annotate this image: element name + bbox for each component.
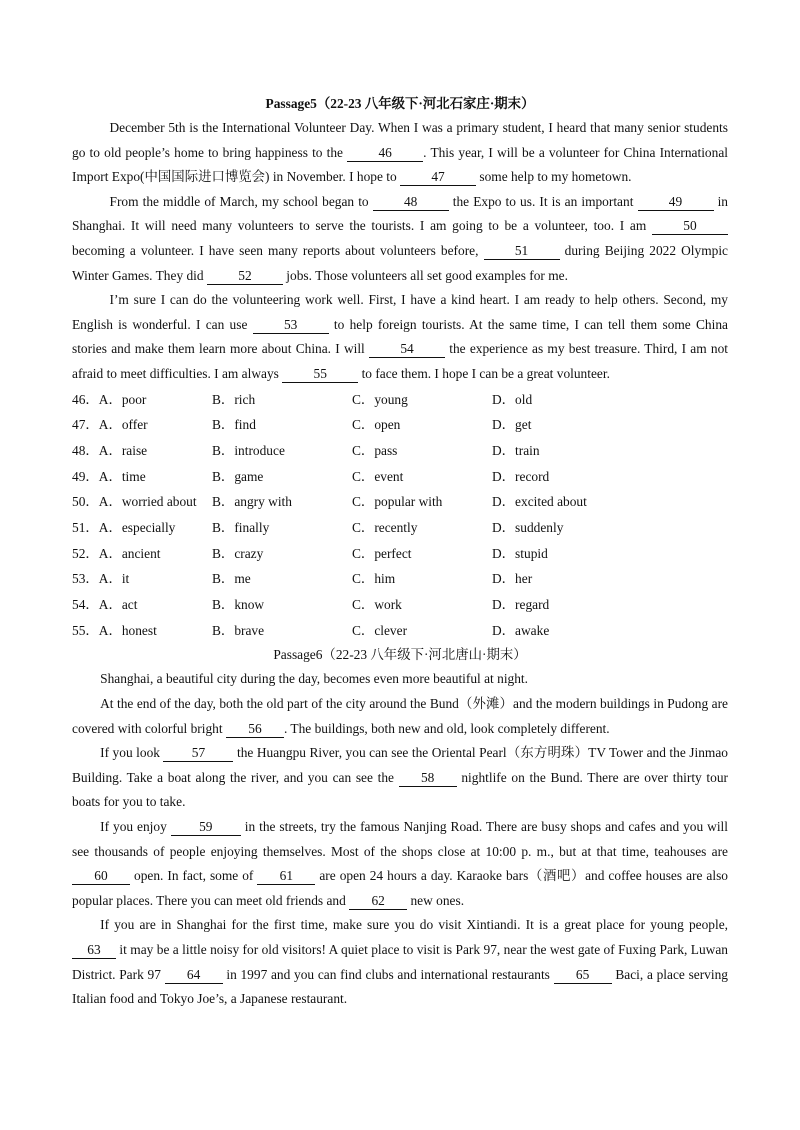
passage6-paragraph-3: If you look 57 the Huangpu River, you can see the Oriental Pearl（东方明珠）TV Tower and the Jinmao Building. Take a boat along the river, and you can see the 58 nightlife on the Bund. There are over thirty tour boats for you to take. [72, 745, 728, 810]
passage6-paragraph-5: If you are in Shanghai for the first time, make sure you do visit Xintiandi. It is a great place for young people, 63 it may be a little noisy for old visitors! A quiet place to visit is Park 97, near the west gate of Fuxing Park, Luwan District. Park 97 64 in 1997 and you can find clubs and international restaurants 65 Baci, a place serving Italian food and Tokyo Joe’s, a Japanese restaurant. [72, 917, 728, 1007]
blank-54[interactable]: 54 [369, 341, 445, 358]
option-row: 48．A．raise B．introduce C．pass D．train [72, 442, 540, 458]
option-row: 47．A．offer B．find C．open D．get [72, 417, 532, 433]
blank-63[interactable]: 63 [72, 942, 116, 959]
blank-62[interactable]: 62 [349, 893, 407, 910]
blank-50[interactable]: 50 [652, 218, 728, 235]
blank-60[interactable]: 60 [72, 868, 130, 885]
option-row: 46．A．poor B．rich C．young D．old [72, 391, 533, 407]
blank-55[interactable]: 55 [282, 366, 358, 383]
passage6-title: Passage6（22-23 八年级下·河北唐山·期末） [273, 647, 527, 663]
blank-46[interactable]: 46 [347, 145, 423, 162]
passage6-paragraph-2: At the end of the day, both the old part of the city around the Bund（外滩）and the modern buildings in Pudong are covered with colorful bright 56 . The buildings, both new and old, look completely different. [72, 696, 728, 736]
exam-page [72, 92, 728, 1012]
option-row: 54．A．act B．know C．work D．regard [72, 597, 550, 613]
blank-56[interactable]: 56 [226, 721, 284, 738]
blank-51[interactable]: 51 [484, 243, 560, 260]
passage5-paragraph-3: I’m sure I can do the volunteering work well. First, I have a kind heart. I am ready to help others. Second, my English is wonderful. I can use 53 to help foreign tourists. At the same time, I can tell them some China stories and make them learn more about China. I will 54 the experience as my best treasure. Third, I am not afraid to meet difficulties. I am always 55 to face them. I hope I can be a great volunteer. [72, 292, 728, 381]
passage5-title: Passage5（22-23 八年级下·河北石家庄·期末） [265, 96, 535, 111]
option-row: 50．A．worried about B．angry with C．popular with D．excited about [72, 494, 587, 510]
blank-53[interactable]: 53 [253, 317, 329, 334]
passage6-paragraph-4: If you enjoy 59 in the streets, try the famous Nanjing Road. There are busy shops and cafes and you will see thousands of people enjoying themselves. Most of the shops close at 10:00 p. m., but at that time, teahouses are 60 open. In fact, some of 61 are open 24 hours a day. Karaoke bars（酒吧）and coffee houses are also popular places. There you can meet old friends and 62 new ones. [72, 818, 728, 908]
option-row: 49．A．time B．game C．event D．record [72, 468, 550, 484]
blank-59[interactable]: 59 [171, 819, 241, 836]
blank-47[interactable]: 47 [400, 169, 476, 186]
passage6-paragraph-1: Shanghai, a beautiful city during the day, becomes even more beautiful at night. [100, 671, 528, 687]
blank-52[interactable]: 52 [207, 268, 283, 285]
blank-57[interactable]: 57 [163, 745, 233, 762]
passage5-paragraph-2: From the middle of March, my school began to 48 the Expo to us. It is an important 49 in Shanghai. It will need many volunteers to serve the tourists. I am going to be a volunteer, too. I am 50 becoming a volunteer. I have seen many reports about volunteers before, 51 during Beijing 2022 Olympic Winter Games. They did 52 jobs. Those volunteers all set good examples for me. [72, 193, 728, 283]
passage5-options [72, 387, 728, 644]
blank-61[interactable]: 61 [257, 868, 315, 885]
blank-49[interactable]: 49 [638, 194, 714, 211]
blank-65[interactable]: 65 [554, 967, 612, 984]
blank-64[interactable]: 64 [165, 967, 223, 984]
passage5-paragraph-1: December 5th is the International Volunteer Day. When I was a primary student, I heard that many senior students go to old people’s home to bring happiness to the 46 . This year, I will be a volunteer for China International Import Expo(中国国际进口博览会) in November. I hope to 47 some help to my hometown. [72, 120, 728, 185]
blank-48[interactable]: 48 [373, 194, 449, 211]
option-row: 52．A．ancient B．crazy C．perfect D．stupid [72, 545, 548, 561]
option-row: 55．A．honest B．brave C．clever D．awake [72, 622, 550, 638]
blank-58[interactable]: 58 [399, 770, 457, 787]
option-row: 53．A．it B．me C．him D．her [72, 571, 533, 587]
option-row: 51．A．especially B．finally C．recently D．suddenly [72, 519, 564, 535]
